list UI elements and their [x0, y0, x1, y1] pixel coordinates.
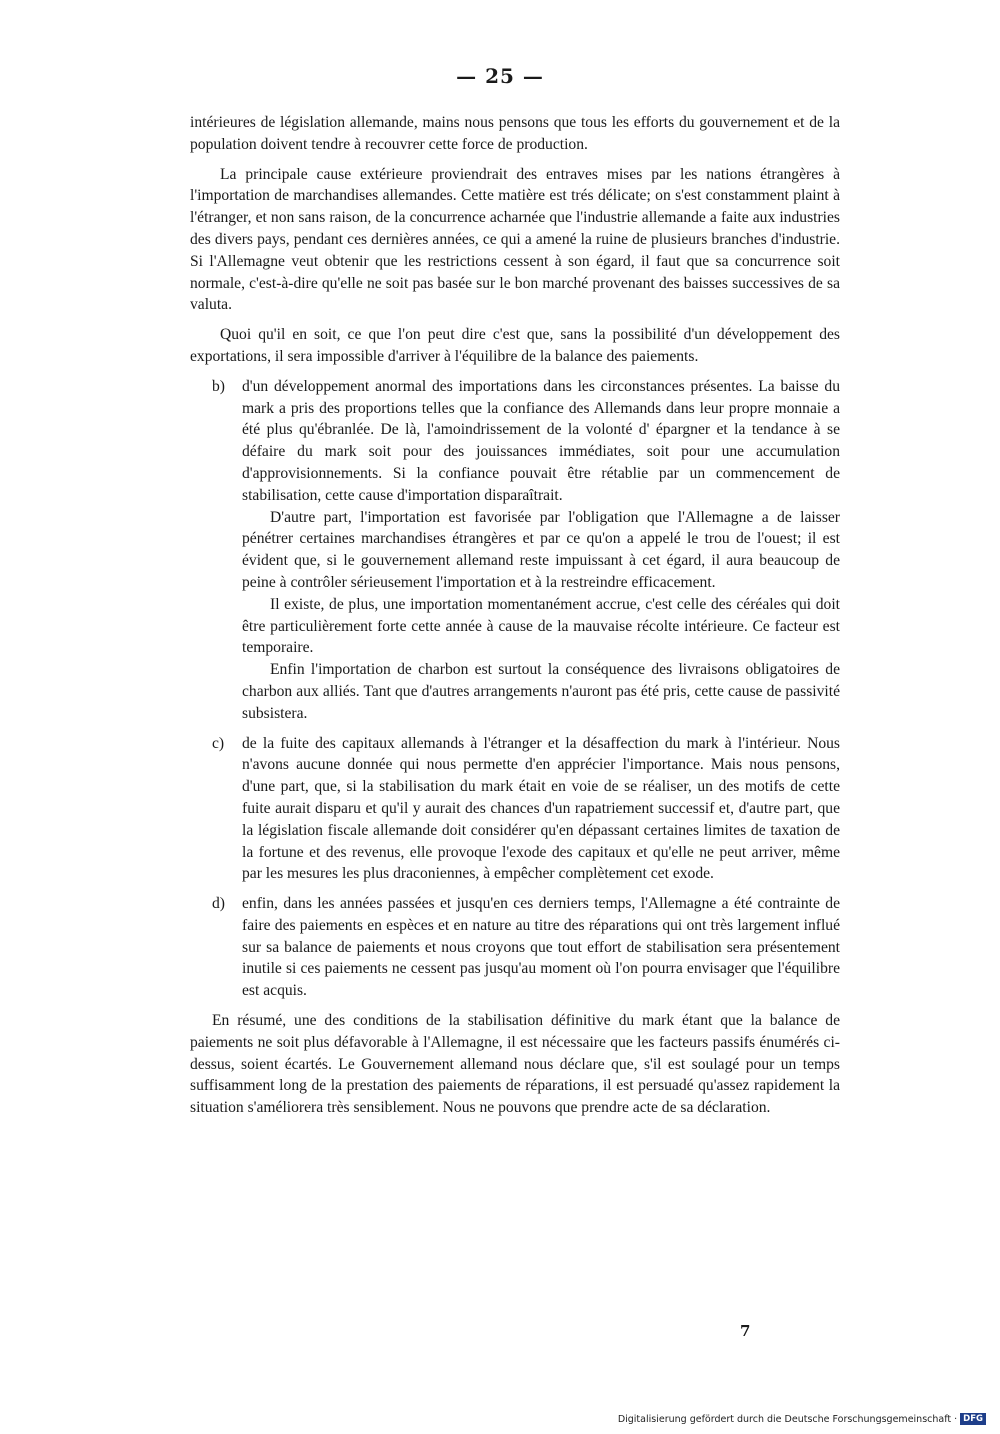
digitization-credit	[618, 1413, 986, 1425]
list-item-b-sub3: Enfin l'importation de charbon est surtout la conséquence des livraisons obligatoires de charbon aux alliés. Tant que d'autres arrangements n'auront pas été pris, cette cause de passivité subsistera.	[242, 661, 840, 722]
list-item-d-text: enfin, dans les années passées et jusqu'en ces derniers temps, l'Allemagne a été contrainte de faire des paiements en espèces et en nature au titre des réparations qui ont très largement influé sur sa balance de paiements et nous croyons que tout effort de stabilisation sera présentement inutile si ces paiements ne cessent pas jusqu'au moment où l'on pourra envisager que l'équilibre est acquis.	[242, 895, 840, 1000]
list-item-b-sub1: D'autre part, l'importation est favorisée par l'obligation que l'Allemagne a de laisser pénétrer certaines marchandises étrangères et par ce qu'on a appelé le trou de l'ouest; il est évident que, si le gouvernement allemand reste impuissant à cet égard, il aura beaucoup de peine à contrôler sérieusement l'importation et à la restreindre efficacement.	[242, 508, 840, 591]
signature-number: 7	[740, 1322, 751, 1340]
paragraph-exports: Quoi qu'il en soit, ce que l'on peut dire c'est que, sans la possibilité d'un développement des exportations, il sera impossible d'arriver à l'équilibre de la balance des paiements.	[190, 326, 840, 365]
list-item-b-text: d'un développement anormal des importations dans les circonstances présentes. La baisse du mark a pris des proportions telles que la confiance des Allemands dans leur propre monnaie a été plus qu'ébranlée. De là, l'amoindrissement de la volonté d' épargner et la tendance à se défaire du mark soit pour des jouissances immédiates, soit pour une accumulation d'approvisionnements. Si la confiance pouvait être rétablie par un commencement de stabilisation, cette cause d'importation disparaîtrait.	[242, 377, 840, 504]
dfg-logo: DFG	[960, 1413, 986, 1425]
list-item-b-sub2: Il existe, de plus, une importation momentanément accrue, c'est celle des céréales qui doit être particulièrement forte cette année à cause de la mauvaise récolte intérieure. Ce facteur est temporaire.	[242, 595, 840, 657]
list-item-d	[190, 893, 840, 1002]
list-marker-b: b)	[212, 377, 225, 395]
document-body	[190, 112, 840, 1119]
paragraph-continuation: intérieures de législation allemande, mains nous pensons que tous les efforts du gouvernement et de la population doivent tendre à recouvrer cette force de production.	[190, 114, 840, 153]
list-marker-d: d)	[212, 895, 225, 913]
page-number: — 25 —	[456, 64, 544, 88]
list-marker-c: c)	[212, 734, 225, 752]
paragraph-resume: En résumé, une des conditions de la stabilisation définitive du mark étant que la balance de paiements ne soit plus défavorable à l'Allemagne, il est nécessaire que les facteurs passifs énumérés ci-dessus, soient écartés. Le Gouvernement allemand nous déclare que, s'il est soulagé pour un temps suffisamment long de la prestation des paiements de réparations, il est persuadé qu'assez rapidement la situation s'améliorera très sensiblement. Nous ne pouvons que prendre acte de sa déclaration.	[190, 1012, 840, 1117]
paragraph-external-cause: La principale cause extérieure proviendrait des entraves mises par les nations étrangères à l'importation de marchandises allemandes. Cette matière est trés délicate; on s'est constamment plaint à l'étranger, et non sans raison, de la concurrence acharnée que l'industrie allemande a faite aux industries des divers pays, pendant ces dernières années, ce qui a amené la ruine de plusieurs branches d'industrie. Si l'Allemagne veut obtenir que les restrictions cessent à son égard, il faut que sa concurrence soit normale, c'est-à-dire qu'elle ne soit pas basée sur le bon marché provenant des baisses successives de sa valuta.	[190, 165, 840, 314]
list-item-c	[190, 733, 840, 886]
list-item-b	[190, 376, 840, 725]
list-item-c-text: de la fuite des capitaux allemands à l'étranger et la désaffection du mark à l'intérieur. Nous n'avons aucune donnée qui nous permette d'en apprécier l'importance. Mais nous pensons, d'une part, que, si la stabilisation du mark était en voie de se réaliser, un des motifs de cette fuite aurait disparu et qu'il y aurait des chances d'un rapatriement successif et, d'autre part, que la législation fiscale allemande doit considérer qu'en dépassant certaines limites de taxation de la fortune et des revenus, elle provoque l'exode des capitaux et qu'elle ne peut arriver, même par les mesures les plus draconiennes, à empêcher complètement cet exode.	[242, 734, 840, 883]
credit-text: Digitalisierung gefördert durch die Deutsche Forschungsgemeinschaft ·	[617, 1413, 958, 1425]
